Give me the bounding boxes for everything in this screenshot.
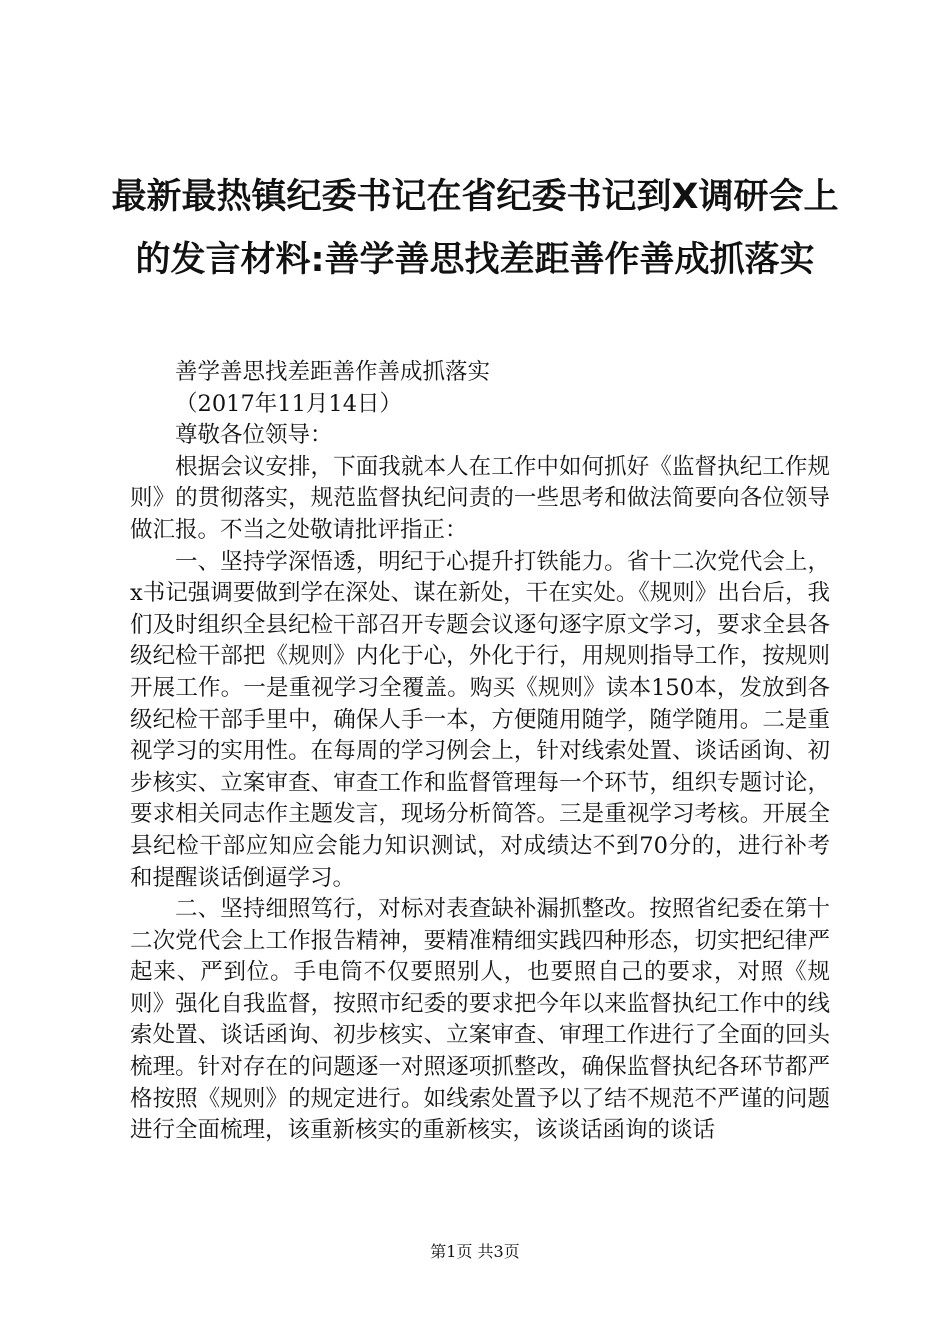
salutation: 尊敬各位领导： [175,422,333,449]
document-title: 最新最热镇纪委书记在省纪委书记到X调研会上的发言材料:善学善思找差距善作善成抓落实 [111,177,839,280]
document-date: （2017年11月14日） [175,390,403,417]
paragraph-section-1: 一、坚持学深悟透，明纪于心提升打铁能力。省十二次党代会上，x书记强调要做到学在深处、谋在新处，干在实处。《规则》出台后，我们及时组织全县纪检干部召开专题会议逐句逐字原文学习，要求全县各级纪检干部把《规则》内化于心，外化于行，用规则指导工作，按规则开展工作。一是重视学习全覆盖。购买《规则》读本150本，发放到各级纪检干部手里中，确保人手一本，方便随用随学，随学随用。二是重视学习的实用性。在每周的学习例会上，针对线索处置、谈话函询、初步核实、立案审查、审查工作和监督管理每一个环节，组织专题讨论，要求相关同志作主题发言，现场分析简答。三是重视学习考核。开展全县纪检干部应知应会能力知识测试，对成绩达不到70分的，进行补考和提醒谈话倒逼学习。 [130,548,830,891]
page-footer: 第1页 共3页 [430,1242,520,1261]
document-body [130,357,830,1147]
paragraph-section-2: 二、坚持细照笃行，对标对表查缺补漏抓整改。按照省纪委在第十二次党代会上工作报告精神，要精准精细实践四种形态，切实把纪律严起来、严到位。手电筒不仅要照别人，也要照自己的要求，对照《规则》强化自我监督，按照市纪委的要求把今年以来监督执纪工作中的线索处置、谈话函询、初步核实、立案审查、审理工作进行了全面的回头梳理。针对存在的问题逐一对照逐项抓整改，确保监督执纪各环节都严格按照《规则》的规定进行。如线索处置予以了结不规范不严谨的问题进行全面梳理，该重新核实的重新核实，该谈话函询的谈话 [130,896,830,1144]
document-subtitle: 善学善思找差距善作善成抓落实 [175,359,491,385]
paragraph-intro: 根据会议安排，下面我就本人在工作中如何抓好《监督执纪工作规则》的贯彻落实，规范监督执纪问责的一些思考和做法简要向各位领导做汇报。不当之处敬请批评指正： [130,453,830,543]
